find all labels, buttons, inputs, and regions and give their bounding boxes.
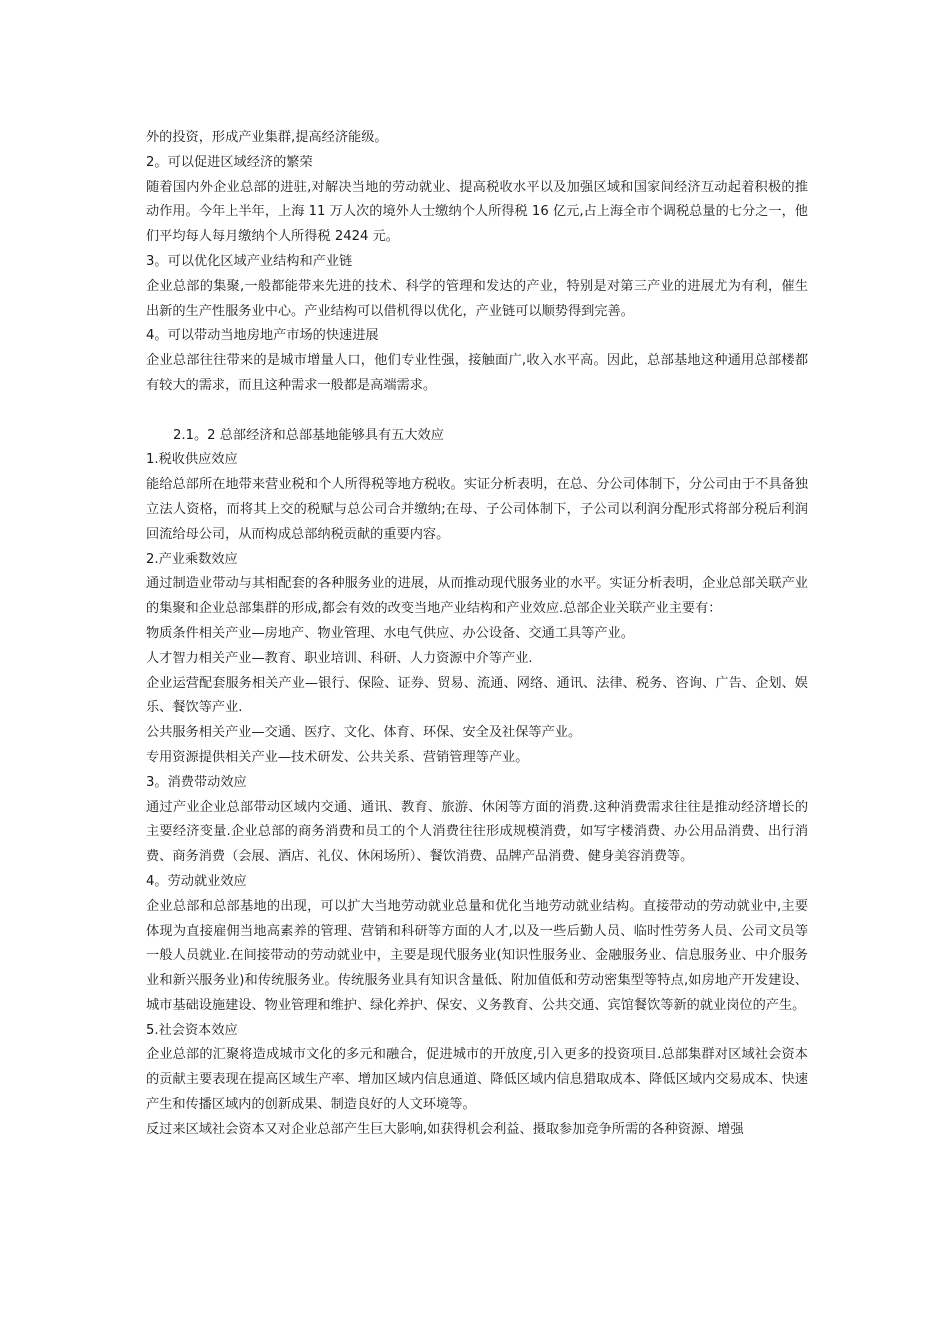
item-heading: 2.产业乘数效应 bbox=[146, 551, 238, 567]
paragraph: 人才智力相关产业—教育、职业培训、科研、人力资源中介等产业. bbox=[146, 650, 533, 666]
item-heading: 3。可以优化区域产业结构和产业链 bbox=[146, 253, 353, 269]
item-heading: 4。劳动就业效应 bbox=[146, 873, 247, 889]
paragraph: 随着国内外企业总部的进驻,对解决当地的劳动就业、提高税收水平以及加强区域和国家间经济互动起着积极的推动作用。今年上半年，上海 11 万人次的境外人士缴纳个人所得税 16 亿元,占上海全市个调税总量的七分之一，他们平均每人每月缴纳个人所得税 2424 元。 bbox=[146, 179, 808, 245]
item-heading: 2。可以促进区域经济的繁荣 bbox=[146, 154, 313, 170]
document-body bbox=[146, 126, 808, 1143]
paragraph: 反过来区域社会资本又对企业总部产生巨大影响,如获得机会利益、摄取参加竞争所需的各种资源、增强 bbox=[146, 1121, 744, 1137]
paragraph: 通过产业企业总部带动区域内交通、通讯、教育、旅游、休闲等方面的消费.这种消费需求往往是推动经济增长的主要经济变量.企业总部的商务消费和员工的个人消费往往形成规模消费，如写字楼消费、办公用品消费、出行消费、商务消费（会展、酒店、礼仪、休闲场所）、餐饮消费、品牌产品消费、健身美容消费等。 bbox=[146, 799, 808, 865]
item-heading: 1.税收供应效应 bbox=[146, 452, 238, 468]
paragraph: 企业总部的集聚,一般都能带来先进的技术、科学的管理和发达的产业，特别是对第三产业的进展尤为有利，催生出新的生产性服务业中心。产业结构可以借机得以优化，产业链可以顺势得到完善。 bbox=[146, 278, 808, 319]
item-heading: 5.社会资本效应 bbox=[146, 1022, 238, 1038]
paragraph: 专用资源提供相关产业—技术研发、公共关系、营销管理等产业。 bbox=[146, 749, 529, 765]
paragraph: 物质条件相关产业—房地产、物业管理、水电气供应、办公设备、交通工具等产业。 bbox=[146, 625, 634, 641]
paragraph: 企业总部的汇聚将造成城市文化的多元和融合，促进城市的开放度,引入更多的投资项目.总部集群对区域社会资本的贡献主要表现在提高区域生产率、增加区域内信息通道、降低区域内信息猎取成本、降低区域内交易成本、快速产生和传播区域内的创新成果、制造良好的人文环境等。 bbox=[146, 1047, 808, 1113]
paragraph: 通过制造业带动与其相配套的各种服务业的进展，从而推动现代服务业的水平。实证分析表明，企业总部关联产业的集聚和企业总部集群的形成,都会有效的改变当地产业结构和产业效应.总部企业关联产业主要有： bbox=[146, 576, 808, 617]
paragraph: 企业运营配套服务相关产业—银行、保险、证券、贸易、流通、网络、通讯、法律、税务、咨询、广告、企划、娱乐、餐饮等产业. bbox=[146, 675, 808, 716]
paragraph: 企业总部和总部基地的出现，可以扩大当地劳动就业总量和优化当地劳动就业结构。直接带动的劳动就业中,主要体现为直接雇佣当地高素养的管理、营销和科研等方面的人才,以及一些后勤人员、临时性劳务人员、公司文员等一般人员就业.在间接带动的劳动就业中，主要是现代服务业(知识性服务业、金融服务业、信息服务业、中介服务业和新兴服务业)和传统服务业。传统服务业具有知识含量低、附加值低和劳动密集型等特点,如房地产开发建设、城市基础设施建设、物业管理和维护、绿化养护、保安、义务教育、公共交通、宾馆餐饮等新的就业岗位的产生。 bbox=[146, 898, 808, 1013]
item-heading: 3。消费带动效应 bbox=[146, 774, 247, 790]
item-heading: 4。可以带动当地房地产市场的快速进展 bbox=[146, 328, 379, 344]
paragraph: 能给总部所在地带来营业税和个人所得税等地方税收。实证分析表明，在总、分公司体制下，分公司由于不具备独立法人资格，而将其上交的税赋与总公司合并缴纳;在母、子公司体制下，子公司以利润分配形式将部分税后利润回流给母公司，从而构成总部纳税贡献的重要内容。 bbox=[146, 477, 808, 542]
paragraph: 外的投资，形成产业集群,提高经济能级。 bbox=[146, 130, 388, 145]
paragraph: 公共服务相关产业—交通、医疗、文化、体育、环保、安全及社保等产业。 bbox=[146, 725, 582, 741]
paragraph: 企业总部往往带来的是城市增量人口，他们专业性强，接触面广,收入水平高。因此，总部基地这种通用总部楼都有较大的需求，而且这种需求一般都是高端需求。 bbox=[146, 353, 808, 393]
section-heading: 2.1。2 总部经济和总部基地能够具有五大效应 bbox=[173, 427, 444, 443]
